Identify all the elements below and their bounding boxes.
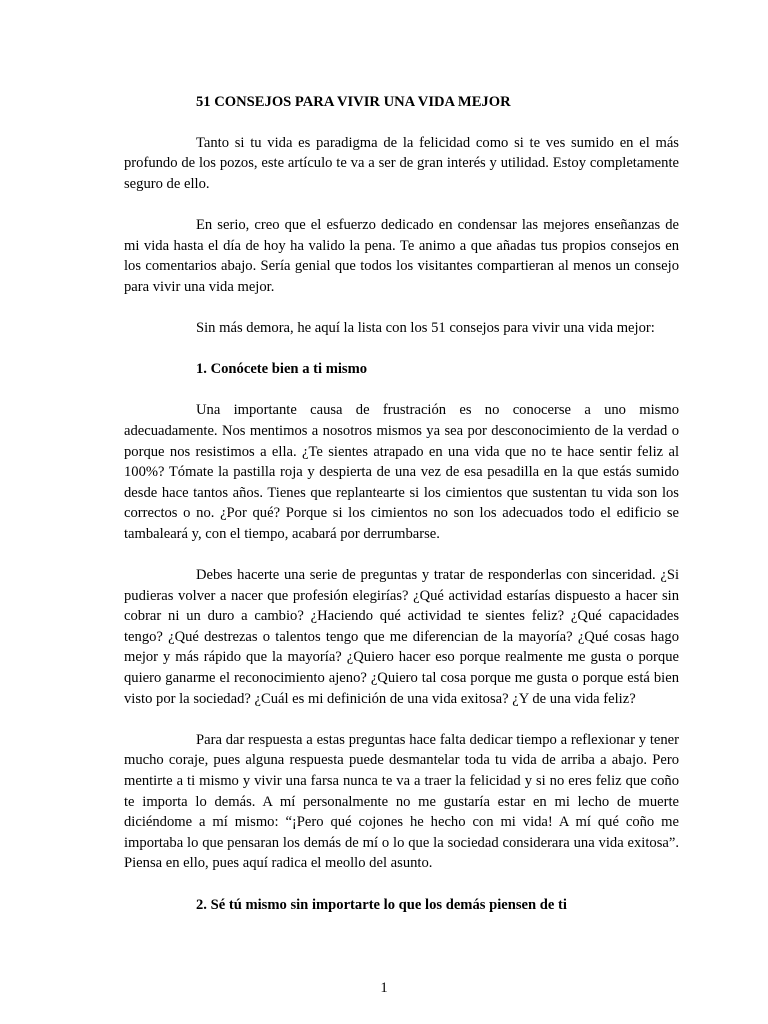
intro-paragraph-2: En serio, creo que el esfuerzo dedicado en condensar las mejores enseñanzas de mi vida hasta el día de hoy ha valido la pena. Te animo a que añadas tus propios consejos en los comentarios abajo. Sería genial que todos los visitantes compartieran al menos un consejo para vivir una vida mejor. — [124, 216, 679, 295]
section1-paragraph-1: Una importante causa de frustración es no conocerse a uno mismo adecuadamente. Nos mentimos a nosotros mismos ya sea por desconocimiento de la verdad o porque nos resistimos a ella. ¿Te sientes atrapado en una vida que no te hace sentir feliz al 100%? Tómate la pastilla roja y despierta de una vez de esa pesadilla en la que estás sumido desde hace tantos años. Tienes que replantearte si los cimientos que sustentan tu vida son los correctos o no. ¿Por qué? Porque si los cimientos no son los adecuados todo el edificio se tambaleará y, con el tiempo, acabará por derrumbarse. — [124, 402, 679, 542]
section-heading-2: 2. Sé tú mismo sin importarte lo que los demás piensen de ti — [196, 896, 567, 913]
page-number: 1 — [380, 980, 388, 996]
intro-paragraph-3: Sin más demora, he aquí la lista con los 51 consejos para vivir una vida mejor: — [196, 319, 655, 336]
section1-paragraph-3: Para dar respuesta a estas preguntas hace falta dedicar tiempo a reflexionar y tener mucho coraje, pues alguna respuesta puede desmantelar toda tu vida de arriba a abajo. Pero mentirte a ti mismo y vivir una farsa nunca te va a traer la felicidad y si no eres feliz que coño te importa lo demás. A mí personalmente no me gustaría estar en mi lecho de muerte diciéndome a mí mismo: “¡Pero qué cojones he hecho con mi vida! A mí qué coño me importaba lo que pensaran los demás de mí o lo que la sociedad considerara una vida exitosa”. Piensa en ello, pues aquí radica el meollo del asunto. — [124, 731, 679, 872]
document-title: 51 CONSEJOS PARA VIVIR UNA VIDA MEJOR — [196, 94, 511, 110]
intro-paragraph-1: Tanto si tu vida es paradigma de la felicidad como si te ves sumido en el más profundo de los pozos, este artículo te va a ser de gran interés y utilidad. Estoy completamente seguro de ello. — [124, 134, 679, 192]
section-heading-1: 1. Conócete bien a ti mismo — [196, 361, 368, 378]
section1-paragraph-2: Debes hacerte una serie de preguntas y tratar de responderlas con sinceridad. ¿Si pudieras volver a nacer que profesión elegirías? ¿Qué actividad estarías dispuesto a hacer sin cobrar ni un duro a cambio? ¿Haciendo qué actividad te sientes feliz? ¿Qué capacidades tengo? ¿Qué destrezas o talentos tengo que me diferencian de la mayoría? ¿Qué cosas hago mejor y más rápido que la mayoría? ¿Quiero hacer eso porque realmente me gusta o porque quiero ganarme el reconocimiento ajeno? ¿Quiero tal cosa porque me gusta o porque está bien visto por la sociedad? ¿Cuál es mi definición de una vida exitosa? ¿Y de una vida feliz? — [124, 567, 679, 707]
document-body — [124, 92, 679, 936]
